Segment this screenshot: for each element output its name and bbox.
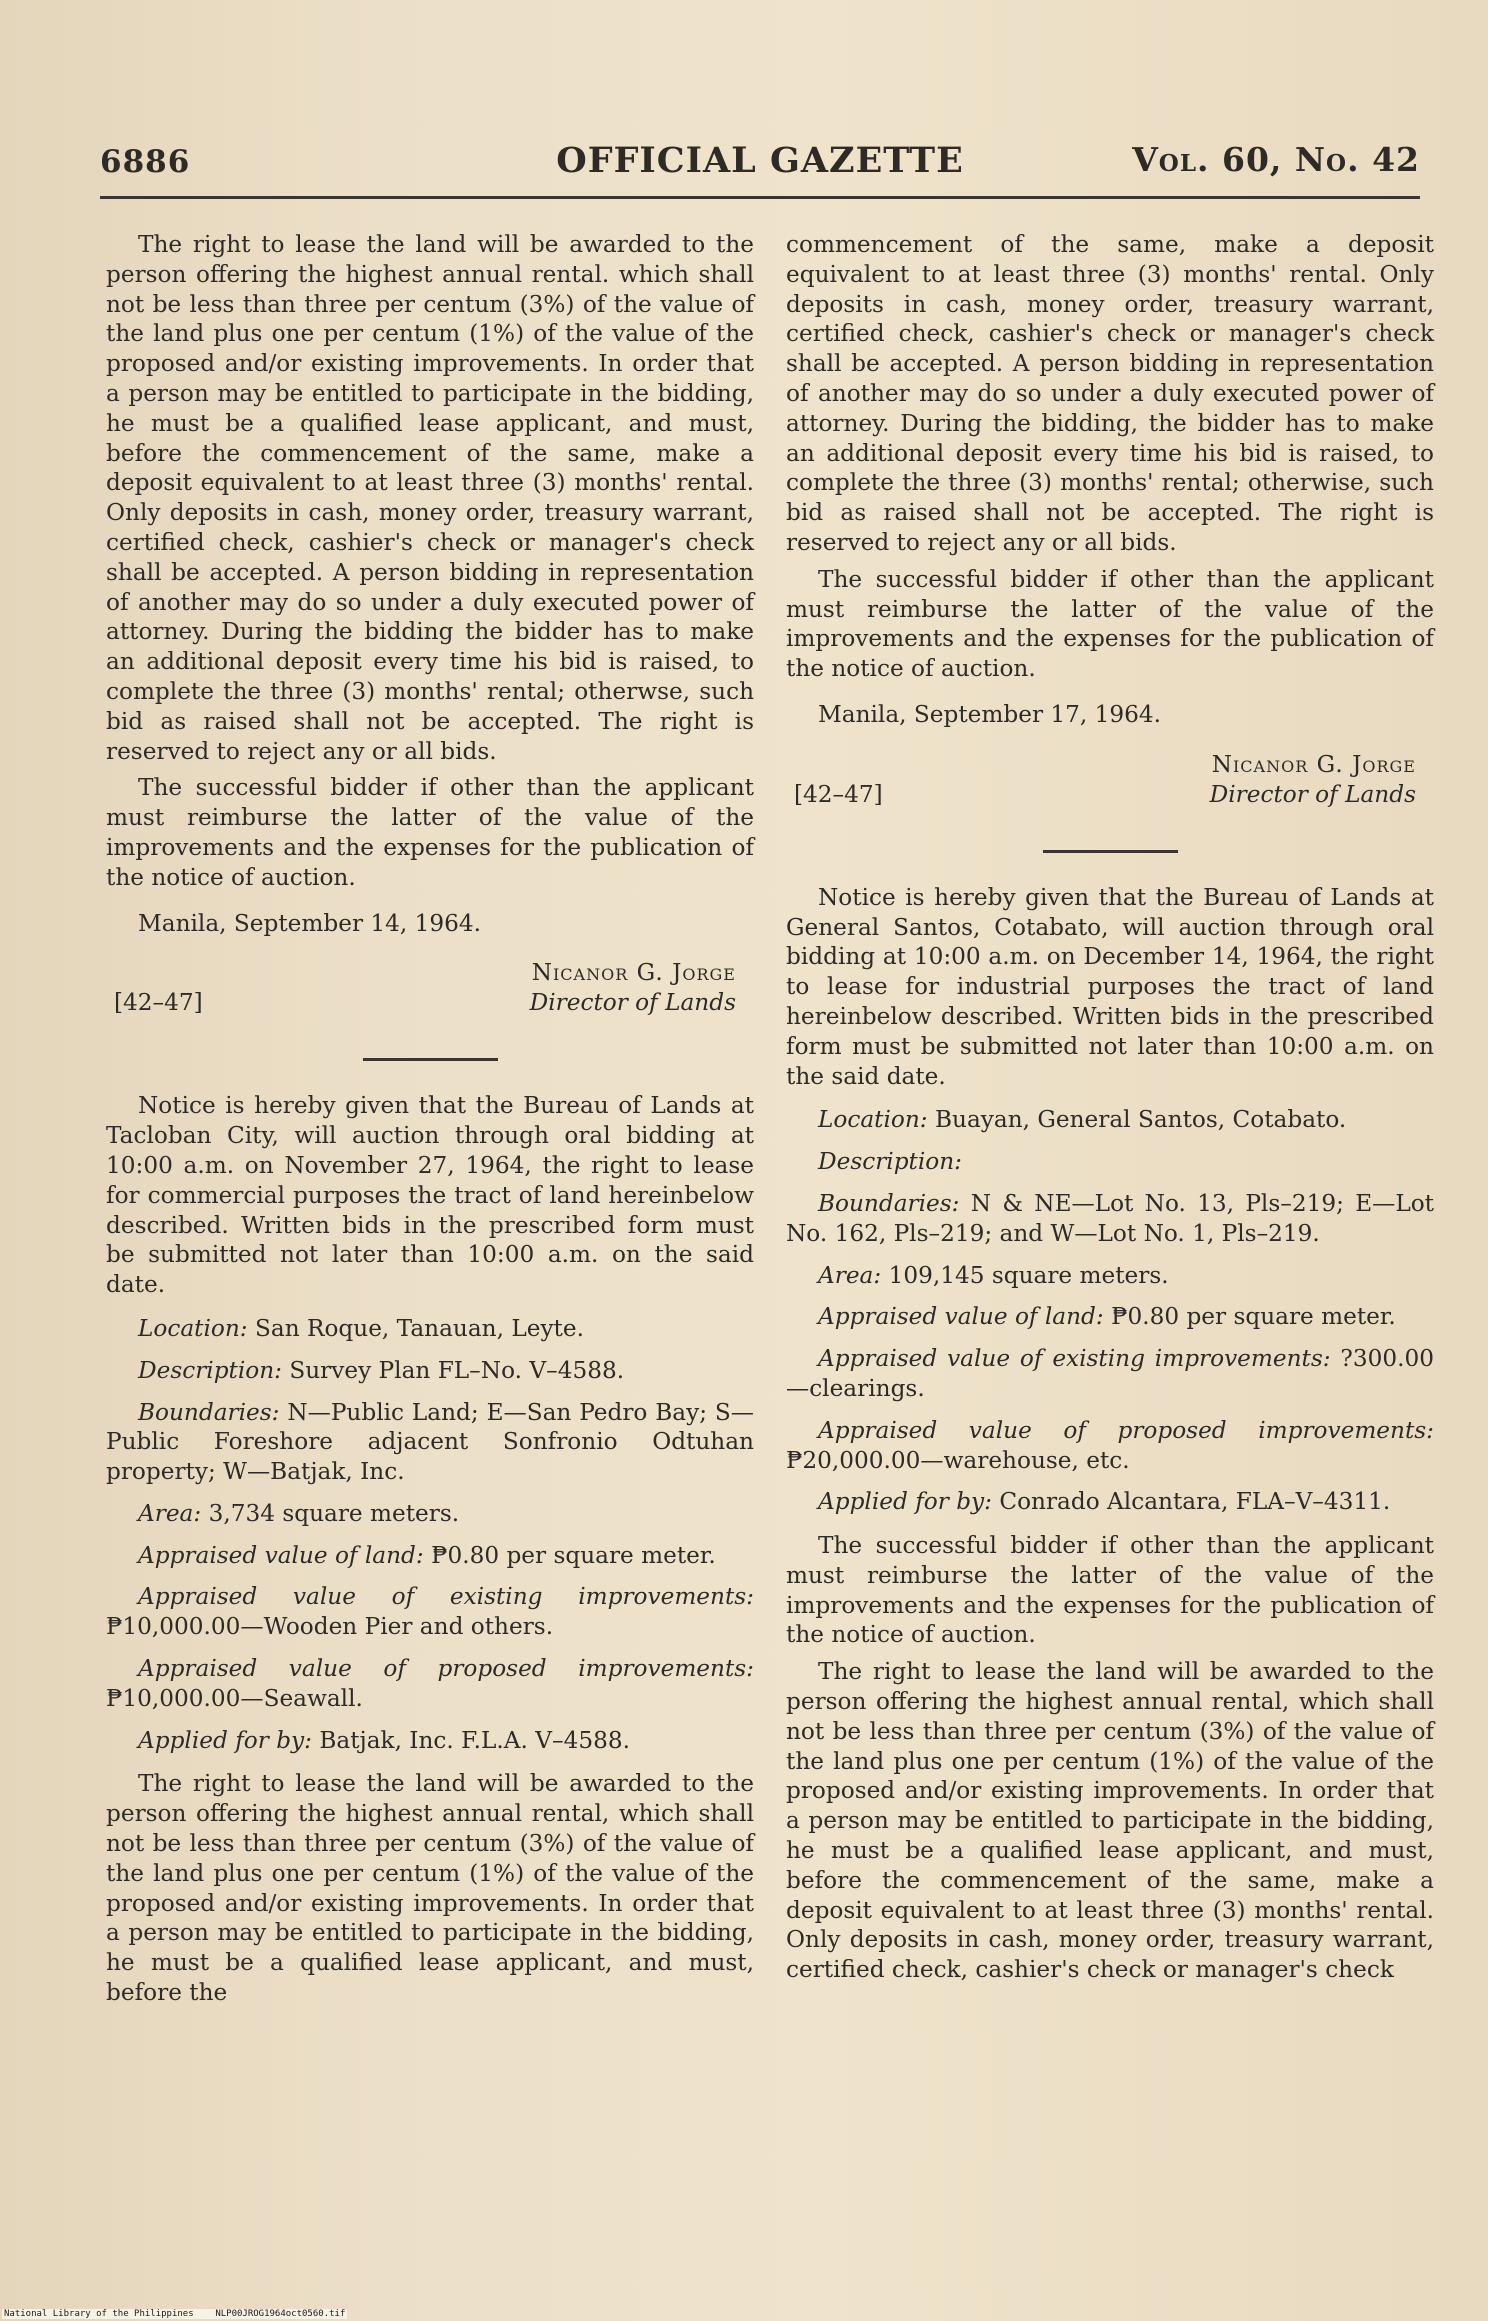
applied-by-field <box>106 1726 754 1756</box>
field-value: ₱10,000.00—Seawall. <box>106 1684 363 1712</box>
scan-footer: National Library of the Philippines NLP00JROG1964oct0560.tif <box>4 2309 346 2319</box>
field-label: Location: <box>138 1314 248 1342</box>
field-label: Area: <box>138 1499 202 1527</box>
signer-title: Director of Lands <box>1209 780 1416 808</box>
page-header <box>100 140 1420 192</box>
award-paragraph-continued: commencement of the same, make a deposit equivalent to at least three (3) months' rental. Only deposits in cash, money order, treasury warrant, certified check, cashier's check or manager's check shall be accepted. A person bidding in representation of another may do so under a duly executed power of attorney. During the bidding, the bidder has to make an additional deposit every time his bid is raised, to complete the three (3) months' rental; otherwise, such bid as raised shall not be accepted. The right is reserved to reject any or all bids. <box>786 231 1434 556</box>
field-label: Area: <box>818 1261 882 1289</box>
issue-code: [42–47] <box>114 989 203 1017</box>
field-label: Applied for by: <box>138 1726 312 1754</box>
award-paragraph: The right to lease the land will be awarded to the person offering the highest annual rental. which shall not be less than three per centum (3%) of the value of the land plus one per centum (1%) of the value of the proposed and/or existing improvements. In order that a person may be entitled to participate in the bidding, he must be a qualified lease applicant, and must, before the commencement of the same, make a deposit equivalent to at least three (3) months' rental. Only deposits in cash, money order, treasury warrant, certified check, cashier's check or manager's check shall be accepted. A person bidding in representation of another may do so under a duly executed power of attorney. During the bidding the bidder has to make an additional deposit every time his bid is raised, to complete the three (3) months' rental; otherwse, such bid as raised shall not be accepted. The right is reserved to reject any or all bids. <box>106 231 754 765</box>
place-date: Manila, September 14, 1964. <box>138 909 482 937</box>
field-value: Buayan, General Santos, Cotabato. <box>927 1106 1347 1134</box>
field-label: Description: <box>138 1356 282 1384</box>
signature-block <box>106 954 754 1036</box>
field-label: Description: <box>818 1148 962 1176</box>
section-divider <box>363 1058 498 1061</box>
description-field <box>106 1356 754 1386</box>
field-value: 3,734 square meters. <box>201 1499 460 1527</box>
field-value: N—Public Land; E—San Pedro Bay; S—Public Foreshore adjacent Sonfronio Odtuhan property; W—Batjak, Inc. <box>106 1398 754 1486</box>
area-field <box>106 1499 754 1529</box>
right-column <box>786 230 1434 1992</box>
existing-improvements-field <box>106 1582 754 1642</box>
proposed-improvements-field <box>786 1416 1434 1476</box>
left-column <box>106 230 754 2015</box>
field-value: San Roque, Tanauan, Leyte. <box>247 1314 584 1342</box>
field-label: Appraised value of proposed improvements: <box>818 1416 1434 1444</box>
notice-intro: Notice is hereby given that the Bureau of Lands at Tacloban City, will auction through oral bidding at 10:00 a.m. on November 27, 1964, the right to lease for commercial purposes the tract of land hereinbelow described. Written bids in the prescribed form must be submitted not later than 10:00 a.m. on the said date. <box>106 1092 754 1299</box>
reimburse-paragraph: The successful bidder if other than the applicant must reimburse the latter of the value of the improvements and the expenses for the publication of the notice of auction. <box>786 1532 1434 1649</box>
reimburse-paragraph: The successful bidder if other than the applicant must reimburse the latter of the value of the improvements and the expenses for the publication of the notice of auction. <box>106 774 754 891</box>
signature-block <box>786 746 1434 828</box>
field-value: ₱20,000.00—warehouse, etc. <box>786 1446 1130 1474</box>
field-value: Conrado Alcantara, FLA–V–4311. <box>991 1488 1391 1516</box>
boundaries-field <box>786 1189 1434 1249</box>
signer-title: Director of Lands <box>529 989 736 1017</box>
signer-name: Nicanor G. Jorge <box>1211 750 1416 778</box>
field-label: Appraised value of land: <box>818 1303 1104 1331</box>
volume-number: Vol. 60, No. 42 <box>1132 140 1420 179</box>
issue-code: [42–47] <box>794 780 883 808</box>
award-paragraph: The right to lease the land will be awarded to the person offering the highest annual rental, which shall not be less than three per centum (3%) of the value of the land plus one per centum (1%) of the value of the proposed and/or existing improvements. In order that a person may be entitled to participate in the bidding, he must be a qualified lease applicant, and must, before the <box>106 1770 754 2007</box>
description-field <box>786 1147 1434 1177</box>
field-label: Boundaries: <box>138 1398 280 1426</box>
land-value-field <box>106 1541 754 1571</box>
field-value: ₱10,000.00—Wooden Pier and others. <box>106 1613 554 1641</box>
field-value: ₱0.80 per square meter. <box>1103 1303 1396 1331</box>
page-number: 6886 <box>100 144 191 180</box>
field-label: Appraised value of land: <box>138 1541 424 1569</box>
field-value: 109,145 square meters. <box>881 1261 1169 1289</box>
reimburse-paragraph: The successful bidder if other than the applicant must reimburse the latter of the value of the improvements and the expenses for the publication of the notice of auction. <box>786 565 1434 683</box>
publication-title: OFFICIAL GAZETTE <box>556 140 964 181</box>
location-field <box>786 1105 1434 1135</box>
section-divider <box>1043 850 1178 853</box>
field-label: Applied for by: <box>818 1488 992 1516</box>
field-value: N & NE—Lot No. 13, Pls–219; E—Lot No. 162, Pls–219; and W—Lot No. 1, Pls–219. <box>786 1189 1434 1247</box>
signer-name: Nicanor G. Jorge <box>531 959 736 987</box>
field-label: Boundaries: <box>818 1189 960 1217</box>
field-label: Appraised value of proposed improvements: <box>138 1655 754 1683</box>
field-value: Batjak, Inc. F.L.A. V–4588. <box>311 1726 630 1754</box>
award-paragraph: The right to lease the land will be awarded to the person offering the highest annual rental, which shall not be less than three per centum (3%) of the value of the land plus one per centum (1%) of the value of the proposed and/or existing improvements. In order that a person may be entitled to participate in the bidding, he must be a qualified lease applicant, and must, before the commencement of the same, make a deposit equivalent to at least three (3) months' rental. Only deposits in cash, money order, treasury warrant, certified check, cashier's check or manager's check <box>786 1658 1434 1984</box>
field-label: Appraised value of existing improvements: <box>818 1345 1331 1373</box>
field-label: Location: <box>818 1106 928 1134</box>
location-field <box>106 1314 754 1344</box>
field-value: ?300.00—clearings. <box>786 1345 1434 1402</box>
field-label: Appraised value of existing improvements: <box>138 1583 754 1611</box>
field-value: ₱0.80 per square meter. <box>423 1541 716 1569</box>
place-date: Manila, September 17, 1964. <box>818 700 1162 728</box>
area-field <box>786 1261 1434 1291</box>
boundaries-field <box>106 1398 754 1487</box>
notice-intro: Notice is hereby given that the Bureau of Lands at General Santos, Cotabato, will auction through oral bidding at 10:00 a.m. on December 14, 1964, the right to lease for industrial purposes the tract of land hereinbelow described. Written bids in the prescribed form must be submitted not later than 10:00 a.m. on the said date. <box>786 883 1434 1090</box>
applied-by-field <box>786 1487 1434 1517</box>
header-rule <box>100 196 1420 199</box>
land-value-field <box>786 1302 1434 1332</box>
existing-improvements-field <box>786 1344 1434 1404</box>
field-value: Survey Plan FL–No. V–4588. <box>281 1356 625 1384</box>
proposed-improvements-field <box>106 1654 754 1714</box>
